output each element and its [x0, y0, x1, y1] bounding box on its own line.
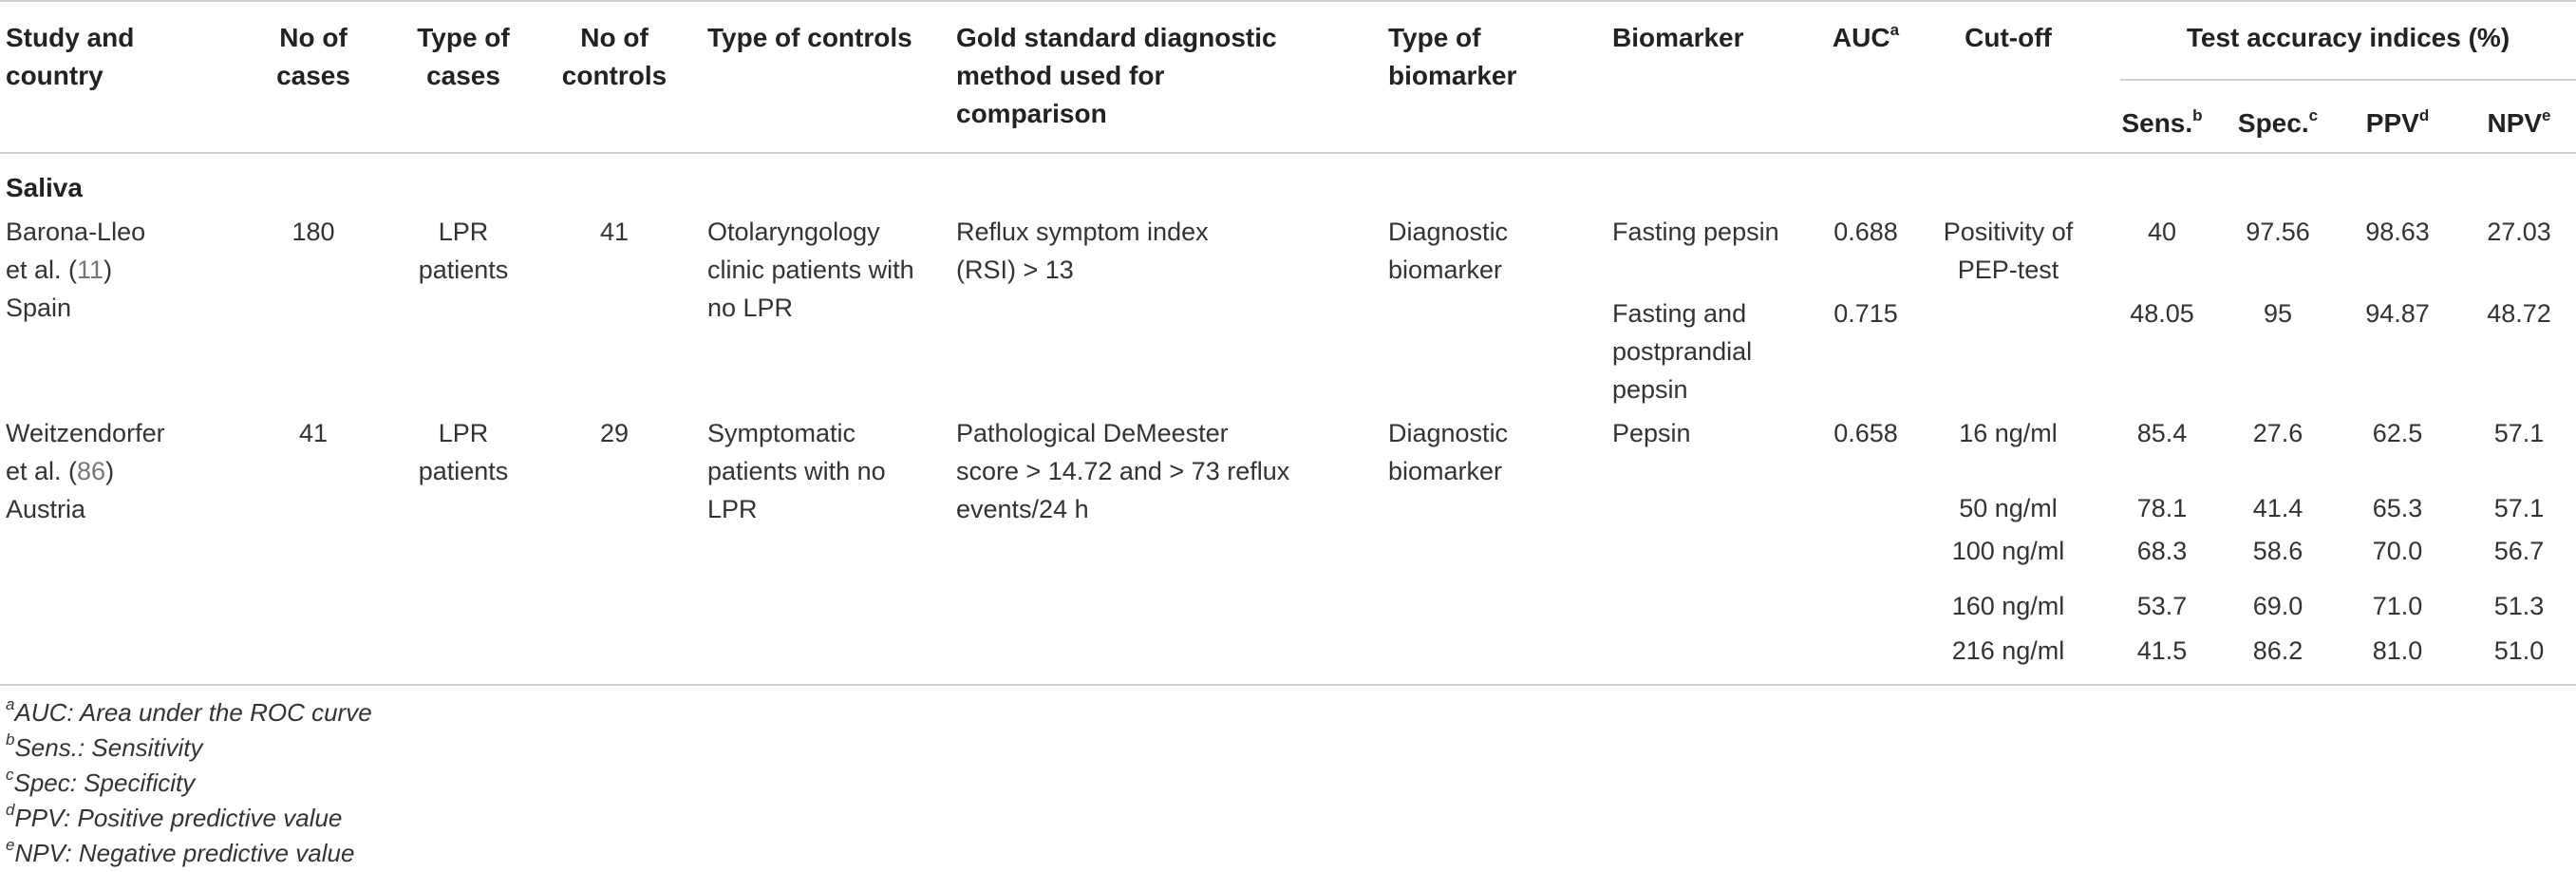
study2-row2-npv: 57.1	[2493, 494, 2545, 522]
header-sens: Sens.$^b$	[2121, 105, 2203, 138]
footnote-ppv: $^d$PPV: Positive predictive value	[6, 801, 343, 832]
study2-row4-npv: 51.3	[2493, 592, 2545, 620]
table-bottom-rule	[0, 684, 2576, 686]
study1-citation: Barona-Lleo et al. (11) Spain	[6, 218, 146, 322]
study1-type-controls: Otolaryngology clinic patients with no LPR	[707, 218, 914, 322]
study2-type-cases: LPR patients	[418, 419, 509, 485]
header-cutoff: Cut-off	[1965, 23, 2052, 52]
header-study: Study and country	[6, 23, 135, 90]
study2-gold-standard: Pathological DeMeester score > 14.72 and > 73 reflux events/24 h	[956, 419, 1290, 523]
study2-row4-sens: 53.7	[2136, 592, 2188, 620]
footnote-sens: $^b$Sens.: Sensitivity	[6, 730, 203, 762]
study1-row1-spec: 97.56	[2246, 218, 2310, 246]
study2-row3-spec: 58.6	[2252, 537, 2303, 565]
study1-type-cases: LPR patients	[418, 218, 509, 284]
study1-reference-link[interactable]: 11	[77, 256, 104, 284]
header-bottom-rule	[0, 152, 2576, 154]
study1-row1-cutoff: Positivity of PEP-test	[1943, 218, 2074, 284]
study1-row1-ppv: 98.63	[2365, 218, 2430, 246]
header-type-biomarker: Type of biomarker	[1388, 23, 1517, 90]
study1-row2-ppv: 94.87	[2365, 299, 2430, 328]
study2-row1-ppv: 62.5	[2372, 419, 2423, 447]
study2-row5-spec: 86.2	[2252, 636, 2303, 665]
study1-type-biomarker: Diagnostic biomarker	[1388, 218, 1509, 284]
study1-no-controls: 41	[599, 218, 630, 246]
study2-row3-ppv: 70.0	[2372, 537, 2423, 565]
study2-row2-cutoff: 50 ng/ml	[1959, 494, 2058, 522]
header-no-controls: No of controls	[561, 23, 668, 90]
header-type-controls: Type of controls	[707, 23, 912, 52]
study1-no-cases: 180	[291, 218, 335, 246]
study1-row2-npv: 48.72	[2487, 299, 2551, 328]
study2-row1-sens: 85.4	[2136, 419, 2188, 447]
study1-row2-spec: 95	[2263, 299, 2293, 328]
header-npv: NPV$^e$	[2487, 105, 2551, 138]
study2-type-controls: Symptomatic patients with no LPR	[707, 419, 886, 523]
study1-row2-sens: 48.05	[2130, 299, 2194, 328]
section-label-saliva: Saliva	[6, 173, 83, 202]
study1-row1-auc: 0.688	[1833, 218, 1898, 246]
study2-row5-cutoff: 216 ng/ml	[1951, 636, 2065, 665]
study2-biomarker: Pepsin	[1612, 419, 1691, 447]
footnote-npv: $^e$NPV: Negative predictive value	[6, 836, 355, 867]
study2-row4-cutoff: 160 ng/ml	[1951, 592, 2065, 620]
header-gold-standard: Gold standard diagnostic method used for comparison	[956, 23, 1277, 128]
study2-reference-link[interactable]: 86	[77, 457, 106, 485]
study2-no-controls: 29	[599, 419, 630, 447]
study2-row4-ppv: 71.0	[2372, 592, 2423, 620]
study2-row2-ppv: 65.3	[2372, 494, 2423, 522]
header-ppv: PPV$^d$	[2365, 105, 2430, 138]
study2-no-cases: 41	[298, 419, 329, 447]
study1-row1-sens: 40	[2147, 218, 2177, 246]
study2-row3-npv: 56.7	[2493, 537, 2545, 565]
top-rule	[0, 0, 2576, 2]
test-accuracy-subrule	[2120, 79, 2576, 81]
study2-row1-spec: 27.6	[2252, 419, 2303, 447]
study2-row5-sens: 41.5	[2136, 636, 2188, 665]
study2-row5-ppv: 81.0	[2372, 636, 2423, 665]
header-test-accuracy: Test accuracy indices (%)	[2186, 23, 2510, 52]
study1-row2-auc: 0.715	[1833, 299, 1898, 328]
study2-row5-npv: 51.0	[2493, 636, 2545, 665]
study2-row4-spec: 69.0	[2252, 592, 2303, 620]
study2-row3-sens: 68.3	[2136, 537, 2188, 565]
study2-auc: 0.658	[1833, 419, 1898, 447]
header-type-cases: Type of cases	[417, 23, 510, 90]
header-spec: Spec.$^c$	[2237, 105, 2319, 138]
study2-citation: Weitzendorfer et al. (86) Austria	[6, 419, 165, 523]
header-no-cases: No of cases	[276, 23, 350, 90]
study2-type-biomarker: Diagnostic biomarker	[1388, 419, 1509, 485]
study2-row2-sens: 78.1	[2136, 494, 2188, 522]
header-biomarker: Biomarker	[1612, 23, 1744, 52]
study1-row1-biomarker: Fasting pepsin	[1612, 218, 1779, 246]
study2-row3-cutoff: 100 ng/ml	[1951, 537, 2065, 565]
study1-gold-standard: Reflux symptom index (RSI) > 13	[956, 218, 1209, 284]
footnote-auc: $^a$AUC: Area under the ROC curve	[6, 695, 372, 727]
header-auc: AUC$^a$	[1832, 20, 1900, 52]
study1-row2-biomarker: Fasting and postprandial pepsin	[1612, 299, 1753, 404]
study2-row1-npv: 57.1	[2493, 419, 2545, 447]
study1-row1-npv: 27.03	[2487, 218, 2551, 246]
footnote-spec: $^c$Spec: Specificity	[6, 766, 196, 797]
study2-row1-cutoff: 16 ng/ml	[1959, 419, 2058, 447]
study2-row2-spec: 41.4	[2252, 494, 2303, 522]
